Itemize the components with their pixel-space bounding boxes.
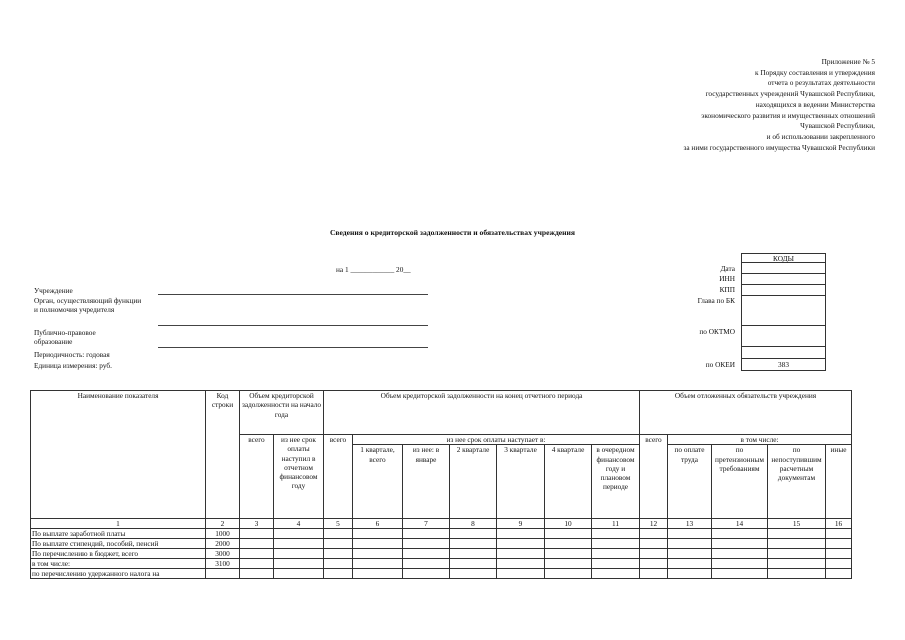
- header-next-year: в очередном финансовом году и плановом периоде: [592, 445, 640, 519]
- value-cell[interactable]: [768, 549, 826, 559]
- row-name: По выплате стипендий, пособий, пенсий: [31, 539, 206, 549]
- institution-field[interactable]: [158, 294, 428, 295]
- document-title: Сведения о кредиторской задолженности и обязательствах учреждения: [329, 228, 576, 237]
- oktmo-code-cell[interactable]: [741, 326, 826, 347]
- date-label: Дата: [720, 264, 735, 273]
- column-number: 7: [403, 519, 450, 529]
- appendix-line: экономического развития и имущественных отношений: [701, 110, 875, 120]
- column-number: 8: [450, 519, 497, 529]
- codes-box: [741, 253, 826, 371]
- value-cell[interactable]: [450, 569, 497, 579]
- value-cell[interactable]: [768, 569, 826, 579]
- value-cell[interactable]: [240, 559, 274, 569]
- header-deferred-total: всего: [640, 435, 668, 519]
- value-cell[interactable]: [403, 559, 450, 569]
- periodicity-label: Периодичность: годовая: [34, 350, 110, 359]
- column-numbers-row: [31, 519, 852, 529]
- value-cell[interactable]: [712, 559, 768, 569]
- date-code-cell[interactable]: [741, 263, 826, 274]
- header-row-code: Код строки: [206, 391, 240, 519]
- kpp-code-cell[interactable]: [741, 285, 826, 296]
- header-start-of-year: Объем кредиторской задолженности на начало года: [240, 391, 324, 435]
- column-number: 11: [592, 519, 640, 529]
- chapter-code-cell[interactable]: [741, 296, 826, 326]
- value-cell[interactable]: [768, 559, 826, 569]
- appendix-line: Приложение № 5: [821, 57, 875, 66]
- header-end-total: всего: [324, 435, 353, 519]
- value-cell[interactable]: [324, 559, 353, 569]
- appendix-line: отчета о результатах деятельности: [767, 78, 875, 88]
- header-wages: по оплате труда: [668, 445, 712, 519]
- header-start-total: всего: [240, 435, 274, 519]
- value-cell[interactable]: [403, 539, 450, 549]
- value-cell[interactable]: [497, 539, 545, 549]
- value-cell[interactable]: [640, 529, 668, 539]
- codes-header: КОДЫ: [741, 253, 826, 263]
- header-indicator-name: Наименование показателя: [31, 391, 206, 519]
- row-code: 3000: [206, 549, 240, 559]
- column-number: 14: [712, 519, 768, 529]
- table-row: [31, 529, 852, 539]
- value-cell[interactable]: [668, 549, 712, 559]
- report-date-line: на 1 ____________ 20__: [336, 265, 411, 274]
- okei-label: по ОКЕИ: [705, 360, 735, 369]
- value-cell[interactable]: [274, 539, 324, 549]
- header-q2: 2 квартале: [450, 445, 497, 519]
- debt-table: [30, 390, 852, 579]
- value-cell[interactable]: [240, 549, 274, 559]
- value-cell[interactable]: [497, 559, 545, 569]
- value-cell[interactable]: [668, 569, 712, 579]
- header-january: из нее: в январе: [403, 445, 450, 519]
- row-code: [206, 569, 240, 579]
- appendix-line: Чувашской Республики,: [800, 121, 875, 131]
- column-number: 9: [497, 519, 545, 529]
- table-row: [31, 569, 852, 579]
- value-cell[interactable]: [324, 569, 353, 579]
- value-cell[interactable]: [826, 559, 852, 569]
- inn-code-cell[interactable]: [741, 274, 826, 285]
- column-number: 10: [545, 519, 592, 529]
- column-number: 2: [206, 519, 240, 529]
- institution-label: Учреждение: [34, 286, 73, 295]
- value-cell[interactable]: [768, 529, 826, 539]
- column-number: 5: [324, 519, 353, 529]
- row-code: 3100: [206, 559, 240, 569]
- value-cell[interactable]: [545, 529, 592, 539]
- value-cell[interactable]: [712, 529, 768, 539]
- chapter-label: Глава по БК: [697, 296, 735, 305]
- value-cell[interactable]: [640, 549, 668, 559]
- value-cell[interactable]: [450, 529, 497, 539]
- header-due-in: из нее срок оплаты наступает в:: [353, 435, 640, 445]
- organ-field[interactable]: [158, 325, 428, 326]
- value-cell[interactable]: [353, 539, 403, 549]
- public-entity-label: Публично-правовое образование: [34, 328, 96, 347]
- appendix-line: к Порядку составления и утверждения: [755, 67, 875, 77]
- okei-code-cell: 383: [741, 359, 826, 371]
- value-cell[interactable]: [545, 569, 592, 579]
- header-deferred: Объем отложенных обязательств учреждения: [640, 391, 852, 435]
- public-entity-field[interactable]: [158, 347, 428, 348]
- value-cell[interactable]: [353, 529, 403, 539]
- value-cell[interactable]: [274, 549, 324, 559]
- value-cell[interactable]: [240, 539, 274, 549]
- value-cell[interactable]: [826, 529, 852, 539]
- value-cell[interactable]: [712, 569, 768, 579]
- row-name: в том числе:: [31, 559, 206, 569]
- table-row: [31, 539, 852, 549]
- value-cell[interactable]: [274, 559, 324, 569]
- value-cell[interactable]: [668, 529, 712, 539]
- inn-label: ИНН: [719, 274, 735, 283]
- value-cell[interactable]: [668, 559, 712, 569]
- appendix-line: и об использовании закрепленного: [766, 131, 875, 141]
- column-number: 3: [240, 519, 274, 529]
- value-cell[interactable]: [353, 569, 403, 579]
- organ-label: Орган, осуществляющий функции и полномочия учредителя: [34, 296, 142, 315]
- column-number: 1: [31, 519, 206, 529]
- header-start-overdue: из нее срок оплаты наступил в отчетном финансовом году: [274, 435, 324, 519]
- value-cell[interactable]: [497, 569, 545, 579]
- value-cell[interactable]: [403, 569, 450, 579]
- value-cell[interactable]: [640, 569, 668, 579]
- table-row: [31, 559, 852, 569]
- column-number: 6: [353, 519, 403, 529]
- value-cell[interactable]: [768, 539, 826, 549]
- value-cell[interactable]: [403, 549, 450, 559]
- value-cell[interactable]: [592, 549, 640, 559]
- header-q4: 4 квартале: [545, 445, 592, 519]
- value-cell[interactable]: [324, 549, 353, 559]
- value-cell[interactable]: [640, 539, 668, 549]
- value-cell[interactable]: [353, 559, 403, 569]
- header-docs: по непоступившим расчетным документам: [768, 445, 826, 519]
- unit-label: Единица измерения: руб.: [34, 361, 112, 370]
- value-cell[interactable]: [545, 539, 592, 549]
- value-cell[interactable]: [497, 549, 545, 559]
- value-cell[interactable]: [324, 529, 353, 539]
- row-code: 2000: [206, 539, 240, 549]
- value-cell[interactable]: [240, 529, 274, 539]
- value-cell[interactable]: [450, 549, 497, 559]
- value-cell[interactable]: [592, 559, 640, 569]
- value-cell[interactable]: [592, 569, 640, 579]
- value-cell[interactable]: [403, 529, 450, 539]
- header-q3: 3 квартале: [497, 445, 545, 519]
- row-code: 1000: [206, 529, 240, 539]
- kpp-label: КПП: [719, 285, 735, 294]
- value-cell[interactable]: [274, 529, 324, 539]
- value-cell[interactable]: [274, 569, 324, 579]
- value-cell[interactable]: [353, 549, 403, 559]
- blank-code-cell[interactable]: [741, 347, 826, 359]
- value-cell[interactable]: [592, 529, 640, 539]
- row-name: По выплате заработной платы: [31, 529, 206, 539]
- value-cell[interactable]: [712, 539, 768, 549]
- value-cell[interactable]: [324, 539, 353, 549]
- table-row: [31, 549, 852, 559]
- value-cell[interactable]: [545, 559, 592, 569]
- value-cell[interactable]: [826, 539, 852, 549]
- value-cell[interactable]: [545, 549, 592, 559]
- appendix-line: за ними государственного имущества Чувашской Республики: [683, 142, 875, 152]
- header-q1: 1 квартале, всего: [353, 445, 403, 519]
- header-including: в том числе:: [668, 435, 852, 445]
- row-name: По перечислению в бюджет, всего: [31, 549, 206, 559]
- value-cell[interactable]: [240, 569, 274, 579]
- value-cell[interactable]: [450, 539, 497, 549]
- column-number: 16: [826, 519, 852, 529]
- header-other: иные: [826, 445, 852, 519]
- value-cell[interactable]: [712, 549, 768, 559]
- header-claims: по претензионным требованиям: [712, 445, 768, 519]
- row-name: по перечислению удержанного налога на: [31, 569, 206, 579]
- column-number: 13: [668, 519, 712, 529]
- value-cell[interactable]: [497, 529, 545, 539]
- oktmo-label: по ОКТМО: [699, 327, 735, 336]
- appendix-line: государственных учреждений Чувашской Республики,: [705, 89, 875, 99]
- value-cell[interactable]: [826, 549, 852, 559]
- appendix-note: [575, 57, 875, 153]
- value-cell[interactable]: [592, 539, 640, 549]
- value-cell[interactable]: [826, 569, 852, 579]
- header-end-of-period: Объем кредиторской задолженности на конец отчетного периода: [324, 391, 640, 435]
- value-cell[interactable]: [640, 559, 668, 569]
- column-number: 15: [768, 519, 826, 529]
- appendix-line: находящихся в ведении Министерства: [755, 99, 875, 109]
- value-cell[interactable]: [450, 559, 497, 569]
- column-number: 12: [640, 519, 668, 529]
- value-cell[interactable]: [668, 539, 712, 549]
- column-number: 4: [274, 519, 324, 529]
